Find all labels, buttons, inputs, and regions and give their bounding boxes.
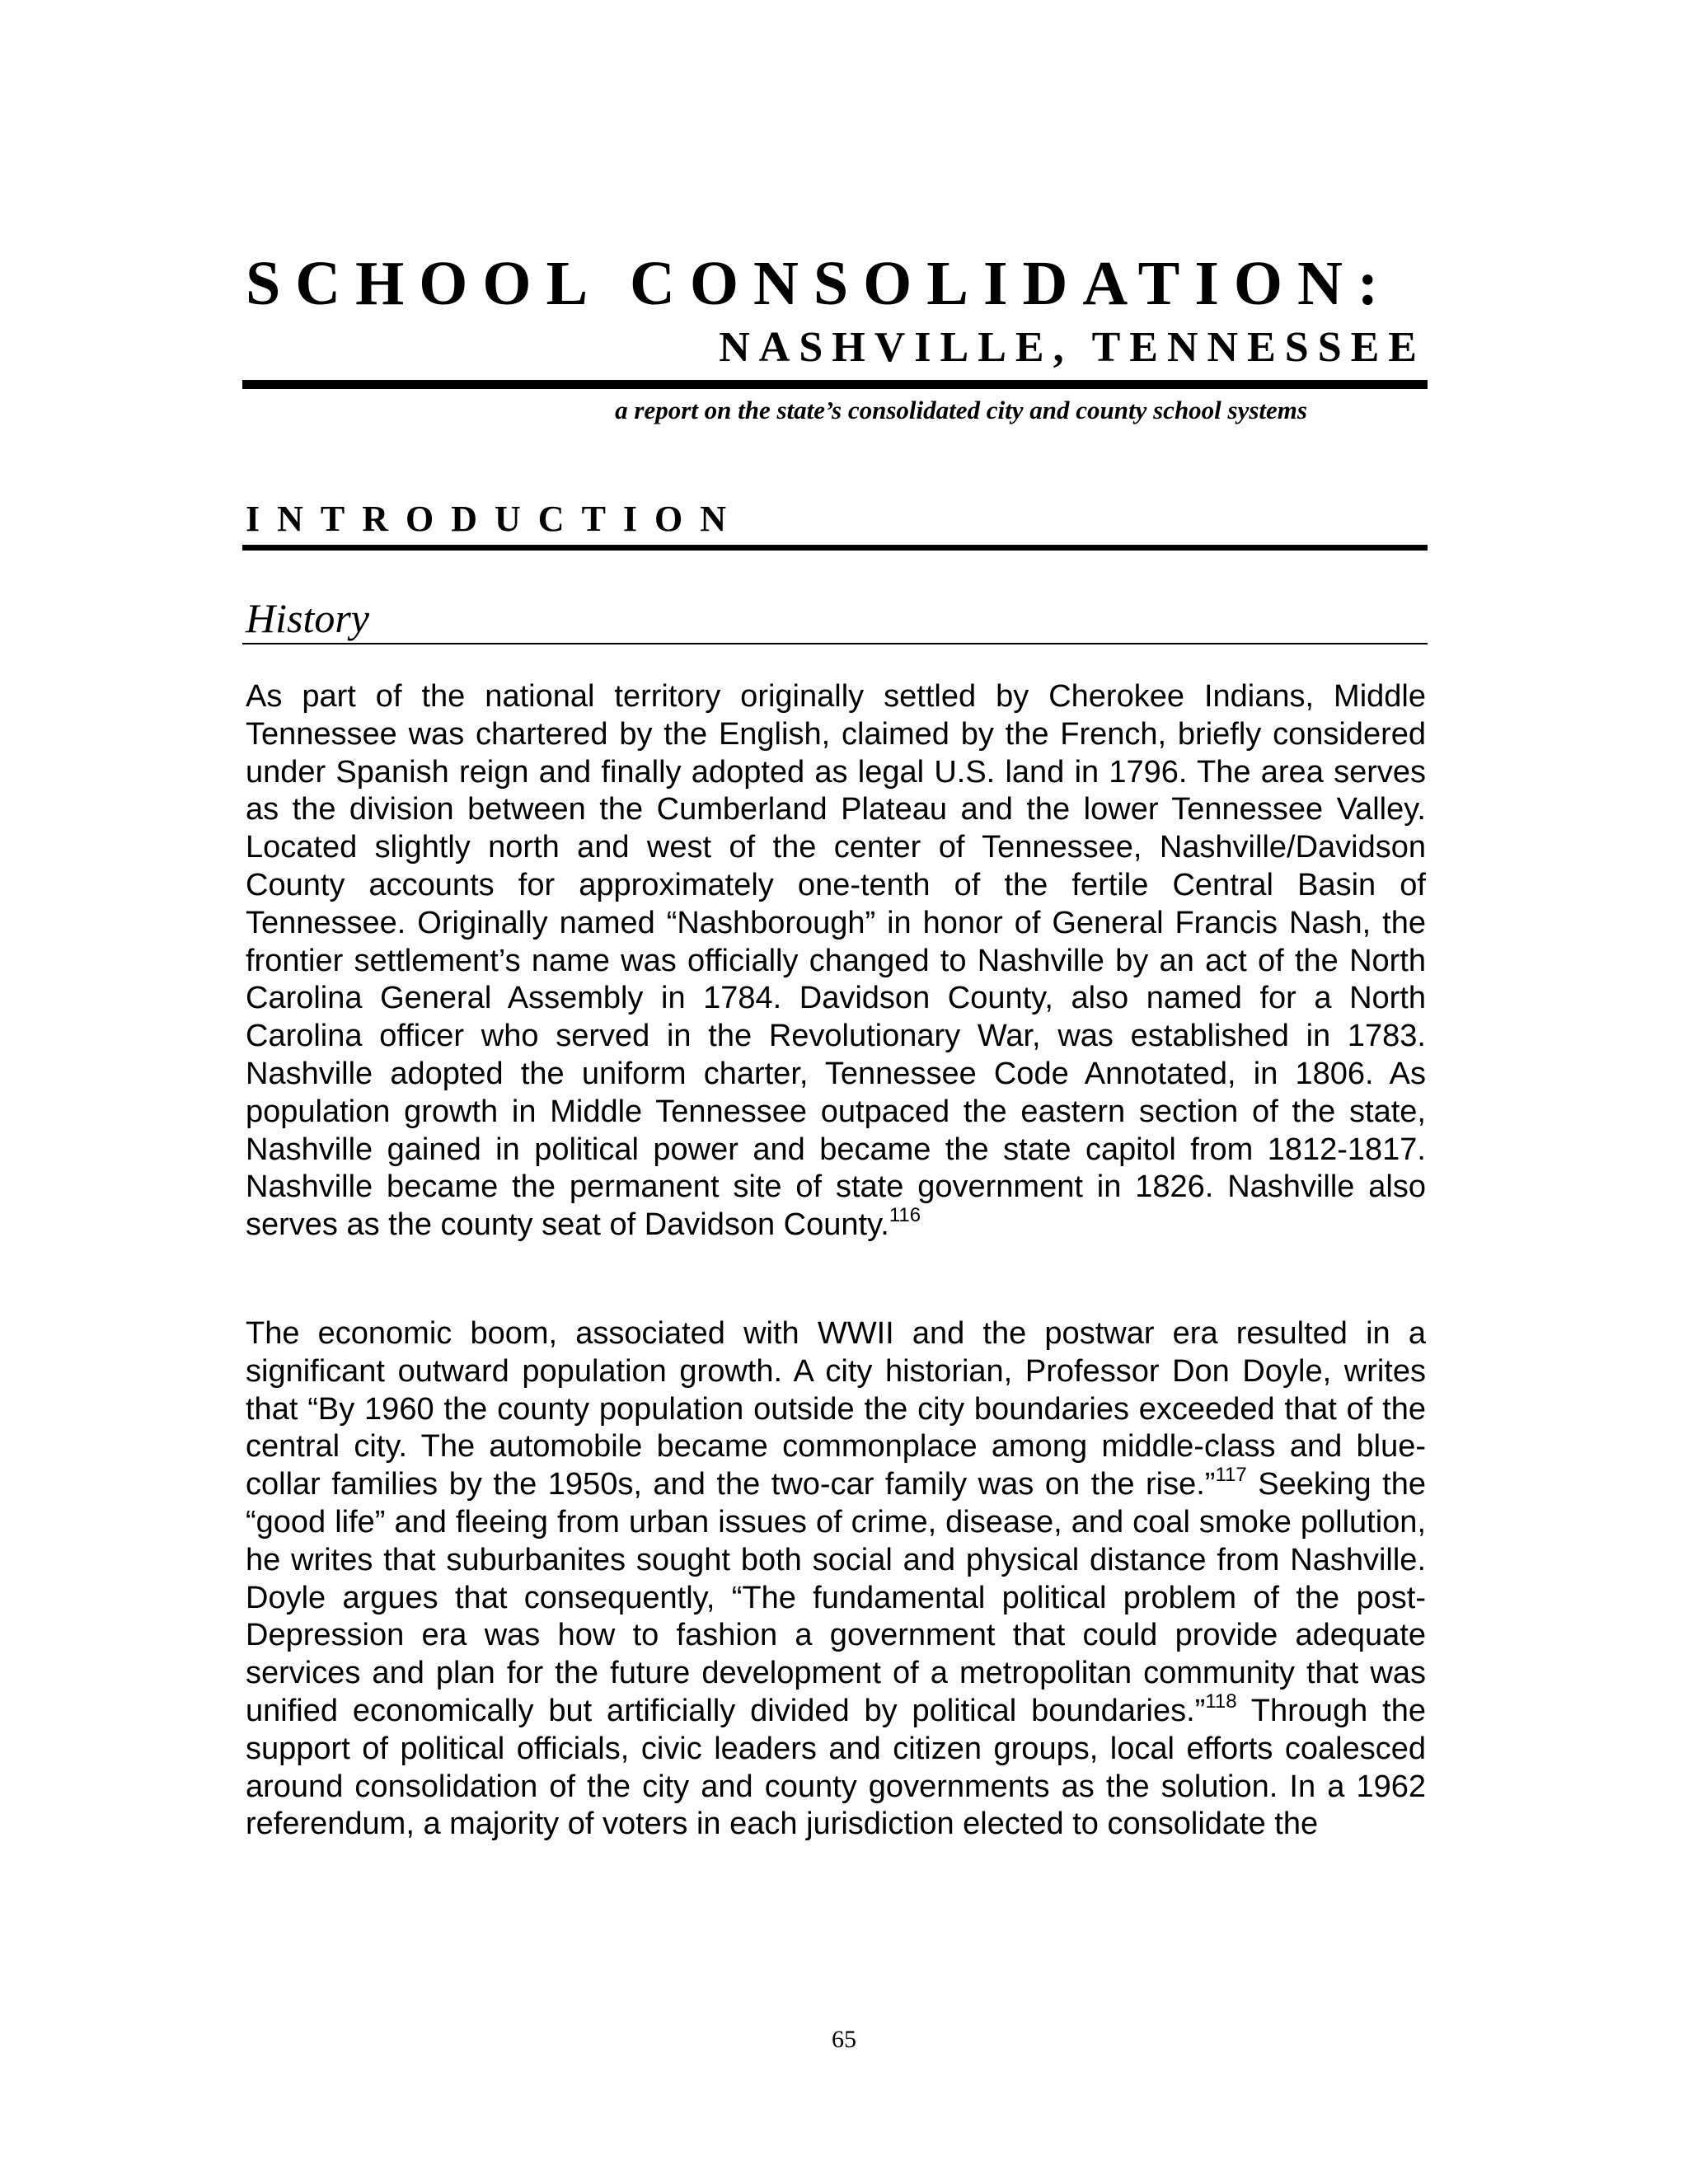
footnote-ref-117: 117 bbox=[1215, 1464, 1247, 1487]
paragraph-2-text-c: Through the support of political officials, civic leaders and citizen groups, local efforts coalesced around consolidation of the city and county governments as the solution. In a 1962 referendum, a majority of voters in each jurisdiction elected to consolidate the bbox=[246, 1693, 1426, 1842]
section-rule bbox=[242, 545, 1428, 551]
paragraph-2-text-b: Seeking the “good life” and fleeing from urban issues of crime, disease, and coal smoke pollution, he writes that suburbanites sought both social and physical distance from Nashville. Doyle argues that consequently, “The fundamental political problem of the post-Depression era was how to fashion a government that could provide adequate services and plan for the future development of a metropolitan community that was unified economically but artificially divided by political boundaries.” bbox=[246, 1467, 1426, 1728]
document-subtitle: NASHVILLE, TENNESSEE bbox=[719, 324, 1426, 371]
footnote-ref-118: 118 bbox=[1205, 1690, 1237, 1713]
paragraph-2 bbox=[246, 1315, 1426, 1844]
section-heading: INTRODUCTION bbox=[246, 499, 744, 539]
footnote-ref-116: 116 bbox=[889, 1204, 921, 1227]
paragraph-1 bbox=[246, 678, 1426, 1244]
page-number: 65 bbox=[832, 2026, 856, 2053]
paragraph-1-text: As part of the national territory originally settled by Cherokee Indians, Middle Tennessee was chartered by the English, claimed by the French, briefly considered under Spanish reign and finally adopted as legal U.S. land in 1796. The area serves as the division between the Cumberland Plateau and the lower Tennessee Valley. Located slightly north and west of the center of Tennessee, Nashville/Davidson County accounts for approximately one-tenth of the fertile Central Basin of Tennessee. Originally named “Nashborough” in honor of General Francis Nash, the frontier settlement’s name was officially changed to Nashville by an act of the North Carolina General Assembly in 1784. Davidson County, also named for a North Carolina officer who served in the Revolutionary War, was established in 1783. Nashville adopted the uniform charter, Tennessee Code Annotated, in 1806. As population growth in Middle Tennessee outpaced the eastern section of the state, Nashville gained in political power and became the state capitol from 1812-1817. Nashville became the permanent site of state government in 1826. Nashville also serves as the county seat of Davidson County. bbox=[246, 679, 1426, 1243]
subsection-rule bbox=[242, 643, 1428, 644]
document-title: SCHOOL CONSOLIDATION: bbox=[246, 249, 1394, 318]
title-rule bbox=[242, 380, 1428, 389]
paragraph-2-text-a: The economic boom, associated with WWII and the postwar era resulted in a significant outward population growth. A city historian, Professor Don Doyle, writes that “By 1960 the county population outside the city boundaries exceeded that of the central city. The automobile became commonplace among middle-class and blue-collar families by the 1950s, and the two-car family was on the rise.” bbox=[246, 1316, 1426, 1502]
subsection-heading: History bbox=[246, 595, 369, 641]
document-tagline: a report on the state’s consolidated city and county school systems bbox=[615, 396, 1307, 424]
